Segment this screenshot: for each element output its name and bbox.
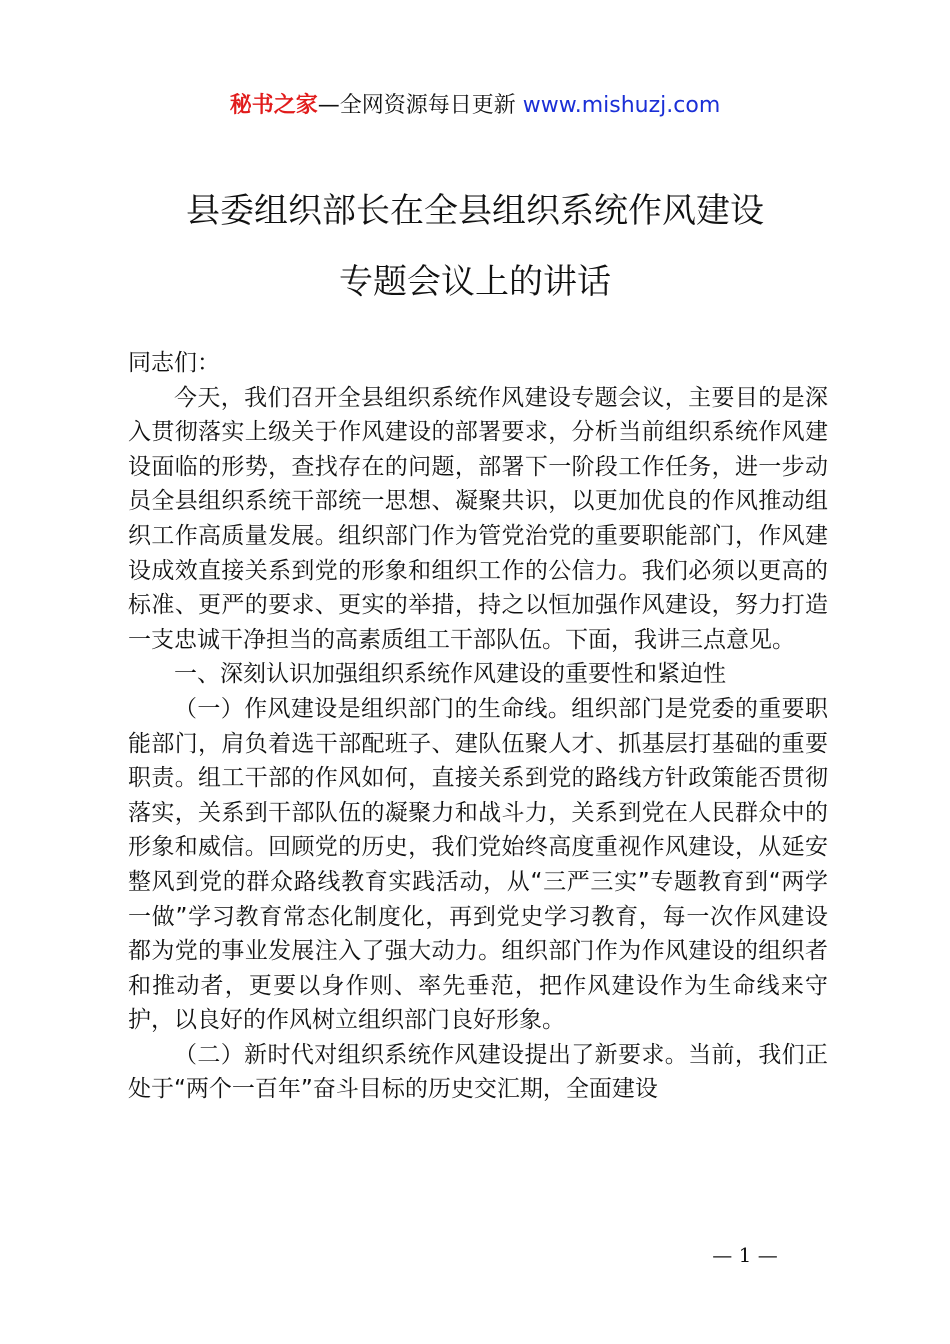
paragraph-subsection-2: （二）新时代对组织系统作风建设提出了新要求。当前，我们正处于“两个一百年”奋斗目标的历史交汇期，全面建设 bbox=[128, 1041, 828, 1103]
document-title-line-1: 县委组织部长在全县组织系统作风建设 bbox=[186, 191, 764, 231]
page-number: — 1 — bbox=[712, 1243, 778, 1267]
site-header bbox=[0, 86, 950, 126]
document-title-line-2: 专题会议上的讲话 bbox=[339, 262, 611, 302]
site-url-link[interactable]: www.mishuzj.com bbox=[522, 93, 721, 118]
paragraph-subsection-1: （一）作风建设是组织部门的生命线。组织部门是党委的重要职能部门，肩负着选干部配班子、建队伍聚人才、抓基层打基础的重要职责。组工干部的作风如何，直接关系到党的路线方针政策能否贯彻落实，关系到干部队伍的凝聚力和战斗力，关系到党在人民群众中的形象和威信。回顾党的历史，我们党始终高度重视作风建设，从延安整风到党的群众路线教育实践活动，从“三严三实”专题教育到“两学一做”学习教育常态化制度化，再到党史学习教育，每一次作风建设都为党的事业发展注入了强大动力。组织部门作为作风建设的组织者和推动者，更要以身作则、率先垂范，把作风建设作为生命线来守护，以良好的作风树立组织部门良好形象。 bbox=[128, 695, 828, 1034]
document-body bbox=[128, 346, 828, 1107]
paragraph-intro: 今天，我们召开全县组织系统作风建设专题会议，主要目的是深入贯彻落实上级关于作风建设的部署要求，分析当前组织系统作风建设面临的形势，查找存在的问题，部署下一阶段工作任务，进一步动员全县组织系统干部统一思想、凝聚共识，以更加优良的作风推动组织工作高质量发展。组织部门作为管党治党的重要职能部门，作风建设成效直接关系到党的形象和组织工作的公信力。我们必须以更高的标准、更严的要求、更实的举措，持之以恒加强作风建设，努力打造一支忠诚干净担当的高素质组工干部队伍。下面，我讲三点意见。 bbox=[128, 384, 828, 653]
brand-name: 秘书之家 bbox=[229, 93, 318, 118]
section-heading-1: 一、深刻认识加强组织系统作风建设的重要性和紧迫性 bbox=[174, 661, 726, 688]
salutation: 同志们： bbox=[128, 350, 220, 376]
header-tagline: —全网资源每日更新 bbox=[317, 93, 523, 118]
